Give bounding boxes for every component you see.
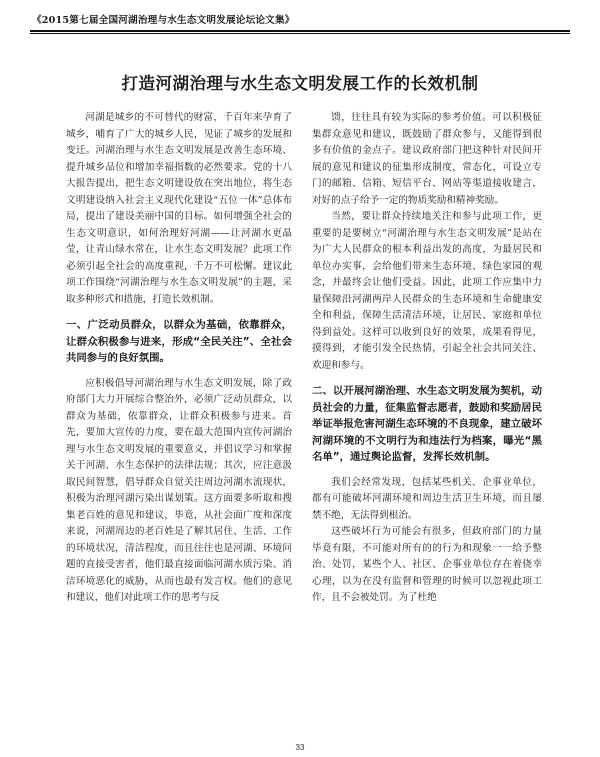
header-rule bbox=[30, 30, 570, 32]
paragraph: 馈，往往具有较为实际的参考价值。可以积极征集群众意见和建议，既鼓励了群众参与，又能得到很多有价值的金点子。建议政府部门把这种针对民间开展的意见和建议的征集形成制度，常态化，可设立专门的邮箱、信箱、短信平台、网站等渠道接收建言，对好的点子给予一定的物质奖励和精神奖励。 bbox=[312, 112, 542, 206]
left-column bbox=[66, 110, 292, 607]
section-heading-2: 二、以开展河湖治理、水生态文明发展为契机，动员社会的力量，征集监督志愿者，鼓励和奖励居民举证举报危害河湖生态环境的不良现象，建立破坏河湖环境的不文明行为和违法行为档案，曝光“黑名单”，通过舆论监督，发挥长效机制。 bbox=[312, 385, 542, 463]
paragraph: 河湖是城乡的不可替代的财富，千百年来孕育了城乡，哺育了广大的城乡人民，见证了城乡的发展和变迁。河湖治理与水生态文明发展是改善生态环境、提升城乡品位和增加幸福指数的必然要求。党的十八大报告提出，把生态文明建设放在突出地位，将生态文明建设纳入社会主义现代化建设“五位一体”总体布局，提出了建设美丽中国的目标。如何增强全社会的生态文明意识，如何治理好河湖——让河湖水更晶莹，让青山绿水常在，让水生态文明发展？此项工作必须引起全社会的高度重视，千万不可松懈。建议此项工作围绕“河湖治理与水生态文明发展”的主题，采取多种形式和措施，打造长效机制。 bbox=[66, 112, 292, 305]
paragraph: 这些破坏行为可能会有很多，但政府部门的力量毕竟有限，不可能对所有的的行为和现象一一给予整治、处罚，某些个人、社区、企事业单位存在着侥幸心理，以为在没有监督和管理的时候可以忽视此项工作，且不会被处罚。为了杜绝 bbox=[312, 526, 542, 603]
page-number: 33 bbox=[295, 743, 305, 752]
paragraph: 我们会经常发现，包括某些机关、企事业单位，都有可能破坏河湖环境和周边生活卫生环境，而且屡禁不绝，无法得到根治。 bbox=[312, 476, 542, 521]
paragraph: 应积极倡导河湖治理与水生态文明发展，除了政府部门大力开展综合整治外，必须广泛动员群众，以群众为基础，依靠群众，让群众积极参与进来。首先，要加大宣传的力度，要在最大范围内宣传河湖治理与水生态文明发展的重要意义，并倡议学习和掌握关于河湖、水生态保护的法律法规；其次，应注意汲取民间智慧，倡导群众自觉关注周边河湖水流现状，积极为治理河湖污染出谋划策。这方面要多听取和搜集老百姓的意见和建议，毕竟，从社会面广度和深度来说，河湖周边的老百姓是了解其居住、生活、工作的环境状况，清洁程度，而且往往也是河湖、环境问题的直接受害者，他们最直接面临河湖水质污染、消洁环境恶化的威胁，从而也最有发言权。他们的意见和建议，他们对此项工作的思考与反 bbox=[66, 377, 292, 603]
running-header: 《2015第七届全国河湖治理与水生态文明发展论坛论文集》 bbox=[32, 15, 295, 26]
paragraph: 当然，要让群众持续地关注和参与此项工作，更重要的是要树立“河湖治理与水生态文明发展”是站在为广大人民群众的根本利益出发的高度，为最居民和单位办实事，会给他们带来生态环境、绿色家园的观念，并最终会让他们受益。因此，此项工作应集中力量保障沿河湖两岸人民群众的生态环境和生命健康安全和利益，保障生活清洁环境，让居民、家庭和单位得到益处。这样可以收到良好的效果，成果看得见，摸得到，才能引发全民热情，引起全社会共同关注、欢迎和参与。 bbox=[312, 211, 542, 371]
section-heading-1: 一、广泛动员群众，以群众为基础，依靠群众，让群众积极参与进来，形成“全民关注”、全社会共同参与的良好氛围。 bbox=[66, 319, 292, 364]
header-rule-thin bbox=[30, 33, 570, 34]
article-title: 打造河湖治理与水生态文明发展工作的长效机制 bbox=[121, 74, 479, 93]
right-column bbox=[312, 110, 542, 607]
